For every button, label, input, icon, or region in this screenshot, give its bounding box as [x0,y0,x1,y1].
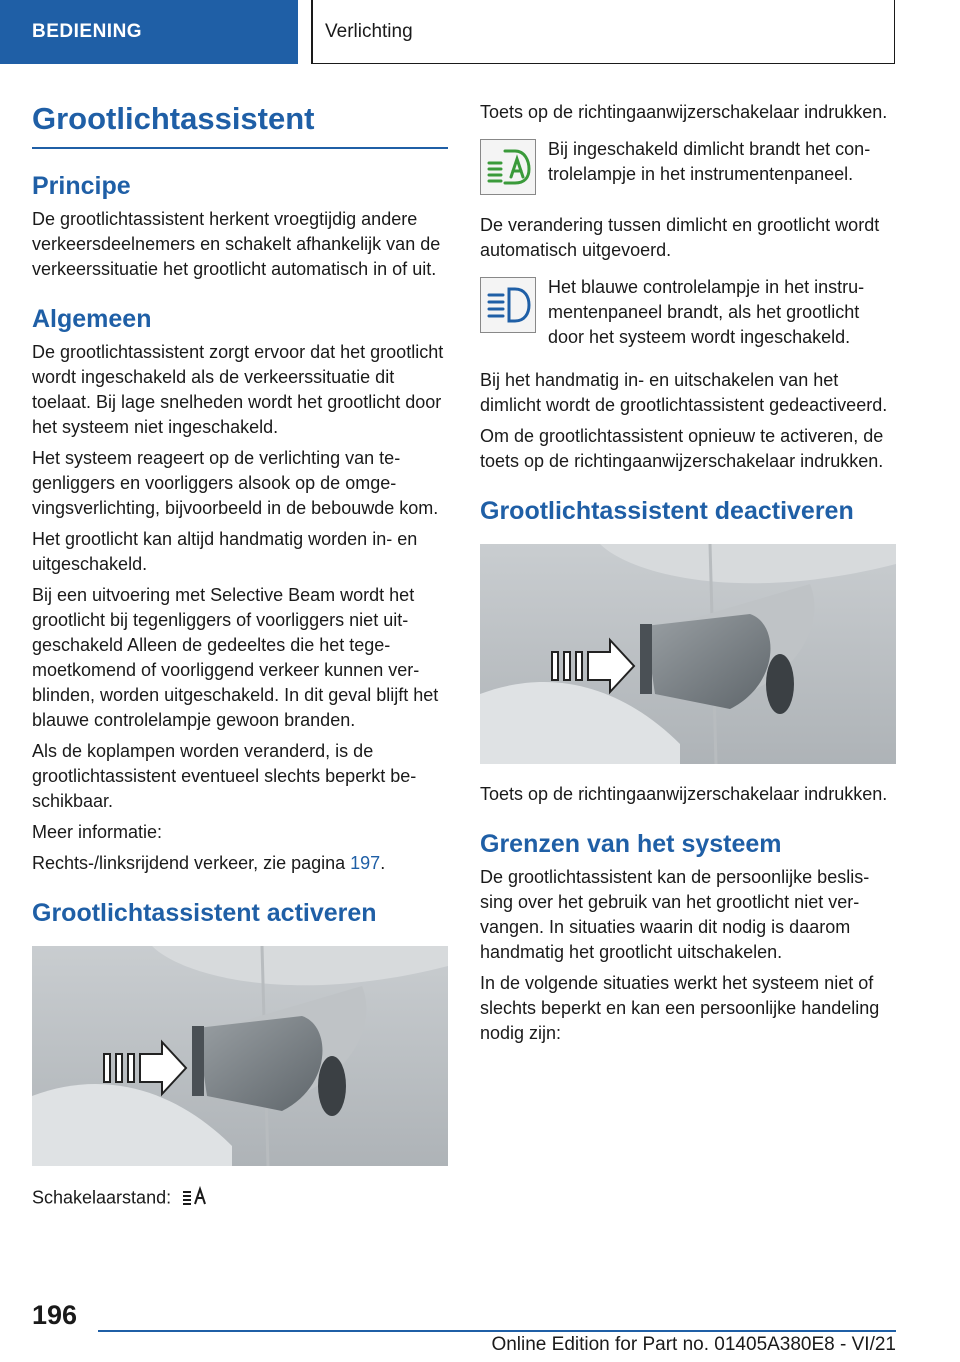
page-title: Grootlichtassistent [32,100,448,149]
stalk-illustration-deactivate [480,544,896,764]
grenzen-p2: In de volgende situaties werkt het systeem niet of slechts beperkt en kan een persoonlijke handeling nodig zijn: [480,973,880,1043]
right-p1: Toets op de richtingaanwijzerschakelaar indrukken. [480,102,888,122]
activeren-caption [32,1184,448,1213]
algemeen-p6: Meer informatie: [32,821,163,842]
left-column [32,100,448,1213]
deactiveren-caption: Toets op de richtingaanwijzerschakelaar indrukken. [480,784,888,804]
high-beam-assist-icon [181,1184,207,1213]
right-p4: Om de grootlichtassistent opnieuw te activeren, de toets op de richtingaanwijzerschakelaar indrukken. [480,426,884,471]
heading-algemeen: Algemeen [32,304,152,333]
page-link[interactable]: 197 [350,852,381,873]
topic-title: Verlichting [311,0,895,64]
algemeen-p4: Bij een uitvoering met Selective Beam wordt het grootlicht bij tegenliggers of voorliggers niet uitgeschakeld Alleen de gedeeltes die het tegemoetkomend of voorliggend verkeer kunnen verblinden, worden uitgeschakeld. In dit geval blijft het blauwe controlelampje gewoon branden. [32,584,439,730]
page-number: 196 [32,1300,78,1330]
principe-text: De grootlichtassistent herkent vroegtijdig andere verkeersdeelnemers en schakelt afhankelijk van de verkeerssituatie het grootlicht automatisch in of uit. [32,208,441,279]
high-beam-assist-indicator-icon [480,139,536,195]
stalk-illustration-activate [32,946,448,1166]
indicator-row-1 [480,137,896,195]
grenzen-p1: De grootlichtassistent kan de persoonlijke beslissing over het gebruik van het grootlicht niet vervangen. In situaties waarin dit nodig is daarom handmatig het grootlicht uitschakelen. [480,867,870,962]
right-p2: De verandering tussen dimlicht en grootlicht wordt automatisch uitgevoerd. [480,215,880,260]
heading-grenzen: Grenzen van het systeem [480,830,782,858]
heading-deactiveren: Grootlichtassistent deactiveren [480,497,854,525]
indicator-row-2 [480,275,896,350]
reference-text: Rechts-/linksrijdend verkeer, zie pagina [32,852,351,873]
reference-suffix: . [380,852,386,873]
right-p3: Bij het handmatig in- en uitschakelen van het dimlicht wordt de grootlichtassistent gedeactiveerd. [480,370,888,415]
caption-text: Schakelaarstand: [32,1187,172,1207]
heading-activeren: Grootlichtassistent activeren [32,898,377,927]
algemeen-p3: Het grootlicht kan altijd handmatig worden in- en uitgeschakeld. [32,528,418,574]
section-tab: BEDIENING [0,0,298,64]
icon1-text: Bij ingeschakeld dimlicht brandt het controlelampje in het instrumentenpaneel. [548,139,871,184]
footer-divider [98,1330,896,1332]
edition-text: Online Edition for Part no. 01405A380E8 - VI/21 [491,1334,896,1355]
algemeen-p5: Als de koplampen worden veranderd, is de grootlichtassistent eventueel slechts beperkt beschikbaar. [32,740,417,811]
algemeen-p7 [32,851,448,876]
heading-principe: Principe [32,171,131,200]
right-column [480,100,896,1046]
icon2-text: Het blauwe controlelampje in het instrumentenpaneel brandt, als het grootlicht door het systeem wordt ingeschakeld. [548,277,865,347]
algemeen-p1: De grootlichtassistent zorgt ervoor dat het grootlicht wordt ingeschakeld als de verkeerssituatie dit toelaat. Bij lage snelheden wordt het grootlicht door het systeem niet ingeschakeld. [32,341,444,437]
high-beam-indicator-icon [480,277,536,333]
algemeen-p2: Het systeem reageert op de verlichting van tegenliggers en voorliggers alsook op de omgevingsverlichting, bijvoorbeeld in de bebouwde kom. [32,447,439,518]
